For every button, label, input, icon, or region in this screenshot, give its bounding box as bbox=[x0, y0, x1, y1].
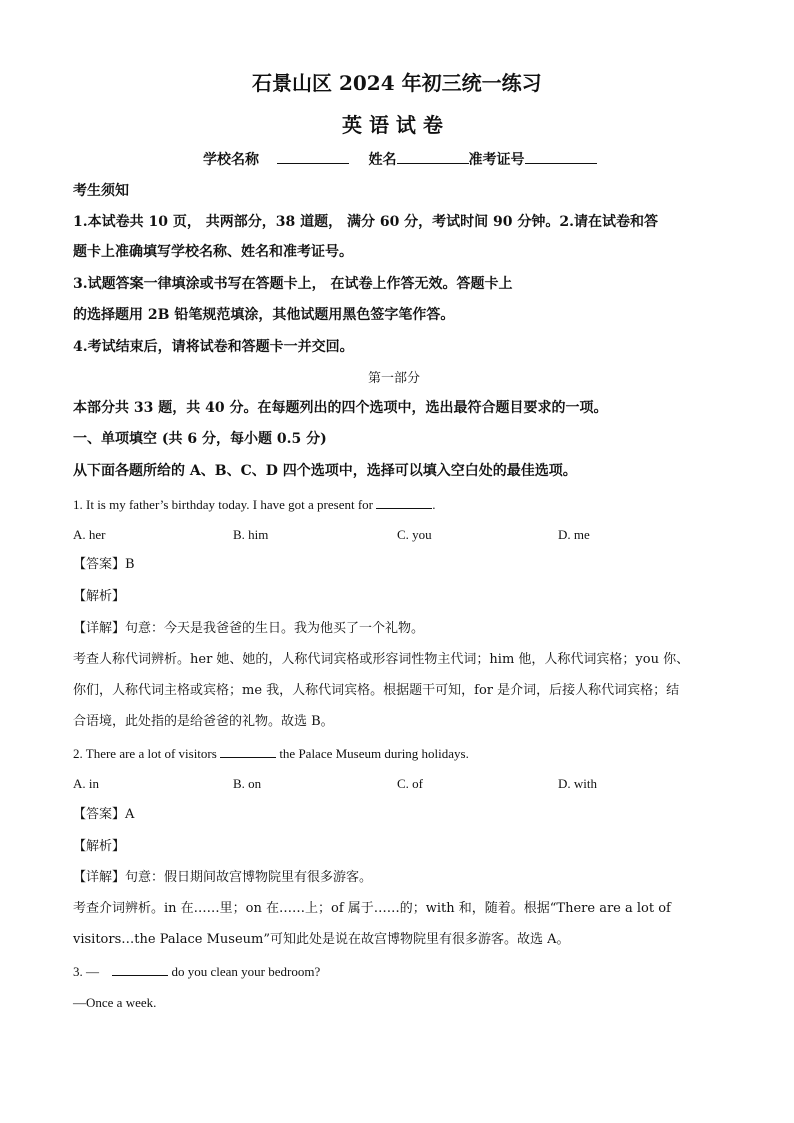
detail-text: 句意：今天是我爸爸的生日。我为他买了一个礼物。 bbox=[125, 621, 425, 636]
detail-tag: 【详解】 bbox=[73, 870, 126, 885]
detail-tag: 【详解】 bbox=[73, 621, 126, 636]
name-label: 姓名 bbox=[368, 152, 397, 168]
question-2-stem-before: 2. There are a lot of visitors bbox=[73, 746, 217, 761]
question-1-explain-1: 考查人称代词辨析。her 她、她的，人称代词宾格或形容词性物主代词；him 他，人称代词宾格；you 你、 bbox=[73, 652, 690, 667]
school-blank bbox=[277, 152, 349, 164]
answer-tag: 【答案】 bbox=[73, 557, 126, 572]
question-2-option-b: B. on bbox=[233, 776, 262, 791]
question-1-blank bbox=[376, 497, 432, 509]
notice-line-4: 的选择题用 2B 铅笔规范填涂，其他试题用黑色签字笔作答。 bbox=[73, 307, 455, 323]
question-2-option-c: C. of bbox=[397, 776, 423, 791]
question-2-explain-2: visitors…the Palace Museum”可知此处是说在故宫博物院里有很多游客。故选 A。 bbox=[73, 932, 570, 947]
question-1-stem bbox=[73, 497, 436, 511]
notice-line-5: 4.考试结束后，请将试卷和答题卡一并交回。 bbox=[73, 339, 354, 355]
question-2-blank bbox=[220, 746, 276, 758]
answer-value: B bbox=[125, 557, 135, 572]
question-1-option-c: C. you bbox=[397, 527, 432, 542]
question-1-analysis-tag: 【解析】 bbox=[73, 589, 126, 604]
notice-heading: 考生须知 bbox=[73, 183, 129, 199]
subject-title: 英 语 试 卷 bbox=[342, 113, 443, 137]
candidate-info-row bbox=[203, 152, 597, 167]
question-1-detail bbox=[73, 622, 424, 635]
question-1-explain-3: 合语境，此处指的是给爸爸的礼物。故选 B。 bbox=[73, 714, 334, 729]
question-1-stem-after: . bbox=[432, 497, 436, 512]
question-3-stem bbox=[73, 964, 320, 978]
question-3-stem-after: do you clean your bedroom? bbox=[171, 964, 321, 979]
school-label: 学校名称 bbox=[203, 152, 259, 168]
notice-line-2: 题卡上准确填写学校名称、姓名和准考证号。 bbox=[73, 244, 353, 260]
question-2-option-d: D. with bbox=[558, 776, 597, 791]
question-1-option-a: A. her bbox=[73, 527, 106, 542]
name-blank bbox=[397, 152, 469, 164]
exam-title: 石景山区 2024 年初三统一练习 bbox=[252, 71, 542, 95]
question-3-stem-before: 3. — bbox=[73, 964, 99, 979]
section-title: 一、单项填空 (共 6 分，每小题 0.5 分) bbox=[73, 431, 327, 447]
id-label: 准考证号 bbox=[468, 152, 525, 168]
question-1-option-b: B. him bbox=[233, 527, 269, 542]
id-blank bbox=[525, 152, 597, 164]
answer-tag: 【答案】 bbox=[73, 807, 126, 822]
notice-line-3: 3.试题答案一律填涂或书写在答题卡上， 在试卷上作答无效。答题卡上 bbox=[73, 276, 513, 292]
question-3-reply: —Once a week. bbox=[73, 995, 157, 1010]
question-1-stem-before: 1. It is my father’s birthday today. I have got a present for bbox=[73, 497, 373, 512]
question-2-answer bbox=[73, 808, 134, 821]
question-3-blank bbox=[112, 964, 168, 976]
part-intro: 本部分共 33 题，共 40 分。在每题列出的四个选项中，选出最符合题目要求的一项。 bbox=[73, 400, 608, 416]
question-2-stem-after: the Palace Museum during holidays. bbox=[279, 746, 469, 761]
part-title: 第一部分 bbox=[368, 371, 421, 386]
question-2-detail bbox=[73, 871, 372, 884]
question-1-option-d: D. me bbox=[558, 527, 590, 542]
question-2-stem bbox=[73, 746, 469, 760]
question-2-explain-1: 考查介词辨析。in 在……里；on 在……上；of 属于……的；with 和，随着。根据“There are a lot of bbox=[73, 901, 671, 916]
section-instruction: 从下面各题所给的 A、B、C、D 四个选项中，选择可以填入空白处的最佳选项。 bbox=[73, 463, 577, 479]
detail-text: 句意：假日期间故宫博物院里有很多游客。 bbox=[125, 870, 373, 885]
answer-value: A bbox=[125, 807, 135, 822]
question-2-analysis-tag: 【解析】 bbox=[73, 839, 126, 854]
notice-line-1: 1.本试卷共 10 页， 共两部分，38 道题， 满分 60 分，考试时间 90 分钟。2.请在试卷和答 bbox=[73, 214, 659, 230]
question-1-explain-2: 你们，人称代词主格或宾格；me 我，人称代词宾格。根据题干可知，for 是介词，后接人称代词宾格；结 bbox=[73, 683, 680, 698]
question-1-answer bbox=[73, 558, 135, 571]
question-2-option-a: A. in bbox=[73, 776, 99, 791]
